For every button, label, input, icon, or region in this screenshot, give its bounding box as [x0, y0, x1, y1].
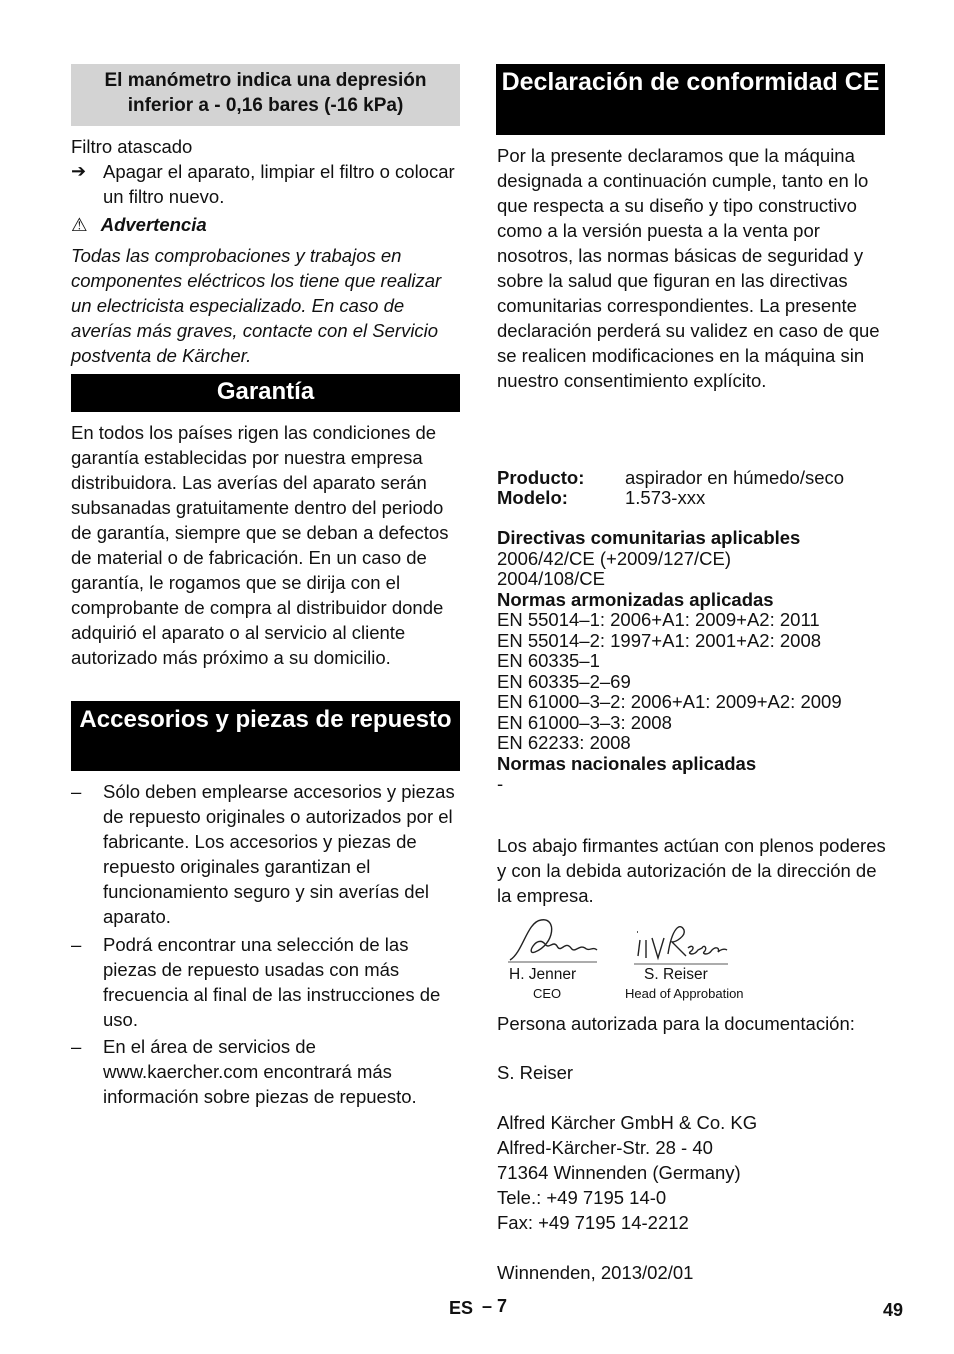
- authorized-name: S. Reiser: [497, 1062, 574, 1083]
- company-fax: Fax: +49 7195 14-2212: [497, 1212, 689, 1233]
- directive-item: 2006/42/CE (+2009/127/CE): [497, 547, 731, 569]
- product-row: [497, 468, 844, 488]
- place-date: Winnenden, 2013/02/01: [497, 1262, 694, 1283]
- authorized-label: Persona autorizada para la documentación:: [497, 1013, 855, 1034]
- signature-jenner: [505, 914, 600, 966]
- bullet-item-1: [71, 779, 461, 929]
- signer2-name: S. Reiser: [644, 966, 708, 983]
- national-heading: Normas nacionales aplicadas: [497, 752, 757, 774]
- warning-label: Advertencia: [100, 214, 207, 235]
- signers-text: Los abajo firmantes actúan con plenos poderes y con la debida autorización de la dirección de la empresa.: [497, 835, 886, 906]
- manometer-heading: El manómetro indica una depresión inferior a - 0,16 bares (-16 kPa): [71, 64, 460, 126]
- model-row: [497, 488, 705, 508]
- remedy-text: Apagar el aparato, limpiar el filtro o colocar un filtro nuevo.: [103, 161, 455, 207]
- national-value: -: [497, 773, 504, 794]
- warning-label-row: [71, 214, 207, 236]
- accesorios-title: Accesorios y piezas de repuesto: [71, 701, 460, 771]
- cause-text: Filtro atascado: [71, 136, 193, 157]
- arrow-right-icon: ➔: [71, 161, 87, 181]
- harmonized-item: EN 55014–1: 2006+A1: 2009+A2: 2011: [497, 609, 820, 630]
- harmonized-heading: Normas armonizadas aplicadas: [497, 588, 774, 610]
- harmonized-item: EN 55014–2: 1997+A1: 2001+A2: 2008: [497, 629, 822, 651]
- signer1-role: CEO: [533, 986, 562, 1001]
- product-value: aspirador en húmedo/seco: [625, 467, 845, 488]
- harmonized-item: EN 60335–2–69: [497, 670, 631, 692]
- company-address: [497, 1110, 757, 1235]
- bullet-item-2: [71, 932, 461, 1032]
- company-street: Alfred-Kärcher-Str. 28 - 40: [497, 1137, 713, 1158]
- dash-icon: –: [71, 934, 82, 955]
- garantia-title: Garantía: [71, 374, 460, 412]
- declaration-intro: Por la presente declaramos que la máquina designada a continuación cumple, tanto en lo que respecta a su diseño y tipo constructivo como a la versión puesta a la venta por nosotros, las normas básicas de seguridad y sobre la salud que figuran en las directivas comunitarias correspondientes. La presente declaración perderá su validez en caso de que se realicen modificaciones en la máquina sin nuestro consentimiento explícito.: [497, 145, 880, 391]
- bullet-text: Podrá encontrar una selección de las piezas de repuesto usadas con más frecuencia al final de las instrucciones de uso.: [103, 934, 441, 1030]
- directive-item: 2004/108/CE: [497, 568, 606, 589]
- model-value: 1.573-xxx: [625, 487, 706, 508]
- dash-icon: –: [71, 781, 82, 802]
- harmonized-item: EN 62233: 2008: [497, 732, 631, 753]
- harmonized-item: EN 60335–1: [497, 650, 600, 671]
- warning-text: Todas las comprobaciones y trabajos en componentes eléctricos los tiene que realizar un electricista especializado. En caso de averías más graves, contacte con el Servicio postventa de Kärcher.: [71, 245, 442, 366]
- warning-triangle-icon: ⚠: [71, 214, 88, 235]
- model-label: Modelo:: [497, 487, 568, 508]
- directives-heading: Directivas comunitarias aplicables: [497, 527, 801, 548]
- company-name: Alfred Kärcher GmbH & Co. KG: [497, 1112, 758, 1133]
- harmonized-item: EN 61000–3–2: 2006+A1: 2009+A2: 2009: [497, 691, 842, 712]
- footer-section-page: – 7: [482, 1296, 508, 1316]
- footer-lang: ES: [449, 1298, 474, 1318]
- signature-reiser: [632, 918, 730, 966]
- signer2-role: Head of Approbation: [625, 986, 744, 1001]
- bullet-text: Sólo deben emplearse accesorios y piezas de repuesto originales o autorizados por el fabricante. Los accesorios y piezas de repuesto originales garantizan el funcionamiento seguro y sin averías del aparato.: [103, 781, 455, 927]
- bullet-text: En el área de servicios de www.kaercher.com encontrará más información sobre piezas de repuesto.: [103, 1036, 417, 1107]
- bullet-item-3: [71, 1034, 461, 1109]
- company-city: 71364 Winnenden (Germany): [497, 1162, 741, 1183]
- signer1-name: H. Jenner: [509, 966, 577, 983]
- declaration-title: Declaración de conformidad CE: [496, 64, 885, 135]
- remedy-row: [71, 159, 461, 209]
- garantia-text: En todos los países rigen las condiciones de garantía establecidas por nuestra empresa distribuidora. Las averías del aparato serán subsanadas gratuitamente dentro del periodo de garantía, siempre que se deban a defectos de material o de fabricación. En un caso de garantía, le rogamos que se dirija con el comprobante de compra al distribuidor donde adquirió el aparato o al servicio al cliente autorizado más próximo a su domicilio.: [71, 422, 449, 668]
- dash-icon: –: [71, 1036, 82, 1057]
- product-label: Producto:: [497, 467, 585, 488]
- footer-page-number: 49: [883, 1300, 904, 1320]
- company-phone: Tele.: +49 7195 14-0: [497, 1187, 667, 1208]
- standards-list: [497, 528, 842, 795]
- harmonized-item: EN 61000–3–3: 2008: [497, 711, 672, 733]
